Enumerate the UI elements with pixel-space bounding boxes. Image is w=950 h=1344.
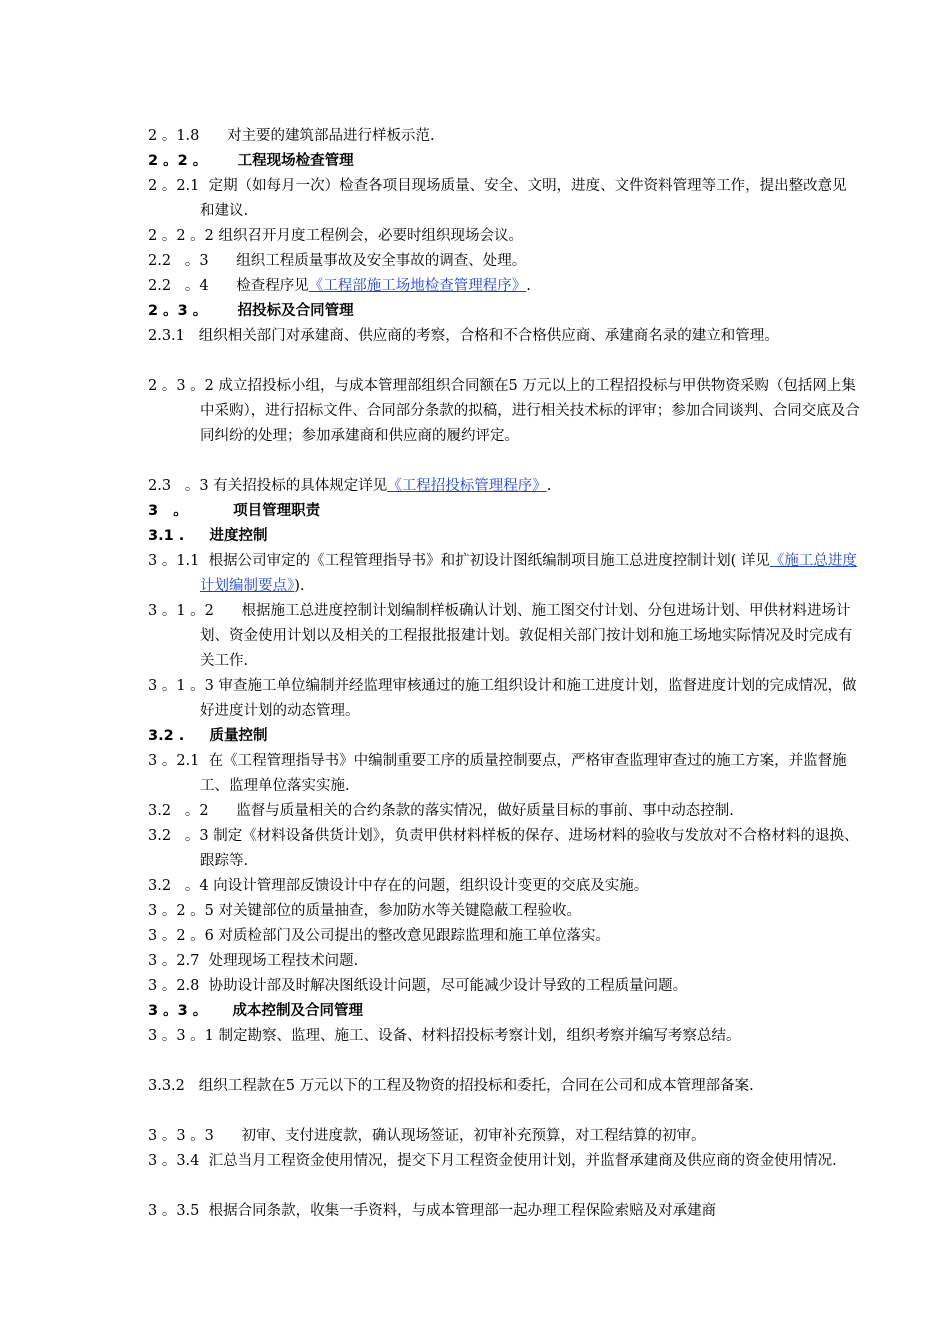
clause-3-1-2: [148, 599, 860, 674]
clause-2-2-1: [148, 174, 860, 224]
clause-number: 2 。2.1: [148, 178, 209, 194]
clause-number: 3 。2 。5: [148, 903, 219, 919]
clause-text: 组织工程款在5 万元以下的工程及物资的招投标和委托，合同在公司和成本管理部备案.: [198, 1078, 754, 1094]
clause-number: 3.2 。3: [148, 828, 214, 844]
heading-text: 招投标及合同管理: [237, 303, 354, 319]
clause-text: 协助设计部及时解决图纸设计问题，尽可能减少设计导致的工程质量问题。: [208, 978, 688, 994]
clause-number: 2 。1.8: [148, 128, 228, 144]
clause-text: 对主要的建筑部品进行样板示范.: [227, 128, 435, 144]
clause-number: 2 。2 。: [148, 153, 238, 169]
clause-3-3-3: [148, 1124, 860, 1149]
clause-text: 对质检部门及公司提出的整改意见跟踪监理和施工单位落实。: [218, 928, 611, 944]
clause-2-1-8: [148, 124, 860, 149]
clause-text: 检查程序见: [236, 278, 309, 294]
clause-number: 2.3 。3: [148, 478, 214, 494]
clause-number: 2 。3 。2: [148, 378, 219, 394]
clause-3-3-5: [148, 1199, 860, 1224]
clause-number: 3.3.2: [148, 1078, 199, 1094]
clause-text: 初审、支付进度款，确认现场签证，初审补充预算，对工程结算的初审。: [241, 1128, 706, 1144]
clause-3-2-1: [148, 749, 860, 799]
clause-text: 有关招投标的具体规定详见: [213, 478, 388, 494]
clause-number: 3 。3 。1: [148, 1028, 219, 1044]
clause-3-2-2: [148, 799, 860, 824]
clause-text: 组织工程质量事故及安全事故的调查、处理。: [236, 253, 527, 269]
clause-3-1-1: [148, 549, 860, 599]
clause-3-2-3: [148, 824, 860, 874]
clause-text: 根据施工总进度控制计划编制样板确认计划、施工图交付计划、分包进场计划、甲供材料进场计划、资金使用计划以及相关的工程报批报建计划。敦促相关部门按计划和施工场地实际情况及时完成有关工作.: [200, 603, 853, 669]
clause-text: 制定《材料设备供货计划》，负责甲供材料样板的保存、进场材料的验收与发放对不合格材料的退换、跟踪等.: [200, 828, 859, 869]
clause-suffix: ).: [294, 578, 305, 594]
clause-suffix: .: [526, 278, 531, 294]
clause-text: 汇总当月工程资金使用情况，提交下月工程资金使用计划，并监督承建商及供应商的资金使用情况.: [208, 1153, 837, 1169]
clause-text: 审查施工单位编制并经监理审核通过的施工组织设计和施工进度计划，监督进度计划的完成情况，做好进度计划的动态管理。: [200, 678, 857, 719]
section-heading-3-2: [148, 724, 860, 749]
clause-number: 3 。3.4: [148, 1153, 209, 1169]
clause-number: 3 。1 。3: [148, 678, 219, 694]
clause-text: 根据合同条款，收集一手资料，与成本管理部一起办理工程保险索赔及对承建商: [208, 1203, 717, 1219]
clause-number: 3.1 .: [148, 528, 210, 544]
section-heading-3-3: [148, 999, 860, 1024]
clause-number: 2.2 。3: [148, 253, 237, 269]
clause-text: 定期（如每月一次）检查各项目现场质量、安全、文明，进度、文件资料管理等工作，提出整改意见和建议.: [200, 178, 847, 219]
clause-3-3-4: [148, 1149, 860, 1174]
clause-2-3-1: [148, 324, 860, 349]
clause-2-3-2: [148, 374, 860, 449]
clause-number: 3.2 。2: [148, 803, 237, 819]
heading-text: 项目管理职责: [233, 503, 321, 519]
clause-3-3-2: [148, 1074, 860, 1099]
clause-3-2-5: [148, 899, 860, 924]
clause-text: 向设计管理部反馈设计中存在的问题，组织设计变更的交底及实施。: [213, 878, 649, 894]
clause-number: 3 。: [148, 503, 234, 519]
clause-text: 处理现场工程技术问题.: [208, 953, 359, 969]
clause-suffix: .: [546, 478, 552, 494]
heading-text: 工程现场检查管理: [237, 153, 354, 169]
clause-number: 3 。1 。2: [148, 603, 242, 619]
clause-text: 监督与质量相关的合约条款的落实情况，做好质量目标的事前、事中动态控制.: [236, 803, 734, 819]
clause-3-2-7: [148, 949, 860, 974]
clause-2-2-3: [148, 249, 860, 274]
clause-number: 2 。3 。: [148, 303, 238, 319]
clause-3-2-6: [148, 924, 860, 949]
clause-number: 3 。3 。: [148, 1003, 233, 1019]
clause-number: 3 。3.5: [148, 1203, 209, 1219]
clause-text: 组织召开月度工程例会，必要时组织现场会议。: [218, 228, 524, 244]
clause-3-2-8: [148, 974, 860, 999]
clause-text: 组织相关部门对承建商、供应商的考察，合格和不合格供应商、承建商名录的建立和管理。: [198, 328, 779, 344]
clause-number: 3 。2.7: [148, 953, 209, 969]
heading-text: 进度控制: [209, 528, 268, 544]
clause-number: 2.3.1: [148, 328, 199, 344]
clause-number: 3 。1.1: [148, 553, 209, 569]
clause-number: 3 。2 。6: [148, 928, 219, 944]
clause-number: 3 。3 。3: [148, 1128, 242, 1144]
clause-number: 2 。2 。2: [148, 228, 219, 244]
section-heading-2-2: [148, 149, 860, 174]
section-heading-3: [148, 499, 860, 524]
clause-2-2-2: [148, 224, 860, 249]
clause-number: 3.2 。4: [148, 878, 214, 894]
clause-text: 根据公司审定的《工程管理指导书》和扩初设计图纸编制项目施工总进度控制计划( 详见: [208, 553, 770, 569]
site-inspection-procedure-link[interactable]: 《工程部施工场地检查管理程序》: [308, 278, 527, 294]
clause-text: 对关键部位的质量抽查，参加防水等关键隐蔽工程验收。: [218, 903, 582, 919]
clause-3-3-1: [148, 1024, 860, 1049]
heading-text: 成本控制及合同管理: [232, 1003, 364, 1019]
clause-2-2-4: [148, 274, 860, 299]
schedule-plan-guide-link[interactable]: 《施工总进度计划编制要点》: [200, 553, 857, 594]
clause-number: 3 。2.8: [148, 978, 209, 994]
heading-text: 质量控制: [209, 728, 268, 744]
clause-text: 在《工程管理指导书》中编制重要工序的质量控制要点，严格审查监理审查过的施工方案，并监督施工、监理单位落实实施.: [200, 753, 847, 794]
clause-number: 2.2 。4: [148, 278, 237, 294]
clause-text: 成立招投标小组，与成本管理部组织合同额在5 万元以上的工程招投标与甲供物资采购（包括网上集中采购），进行招标文件、合同部分条款的拟稿，进行相关技术标的评审；参加合同谈判、合同交底及合同纠纷的处理；参加承建商和供应商的履约评定。: [200, 378, 860, 444]
bidding-procedure-link[interactable]: 《工程招投标管理程序》: [387, 478, 547, 494]
clause-number: 3 。2.1: [148, 753, 209, 769]
clause-number: 3.2 .: [148, 728, 210, 744]
clause-3-1-3: [148, 674, 860, 724]
clause-3-2-4: [148, 874, 860, 899]
section-heading-2-3: [148, 299, 860, 324]
section-heading-3-1: [148, 524, 860, 549]
clause-2-3-3: [148, 474, 860, 499]
clause-text: 制定勘察、监理、施工、设备、材料招投标考察计划，组织考察并编写考察总结。: [218, 1028, 741, 1044]
